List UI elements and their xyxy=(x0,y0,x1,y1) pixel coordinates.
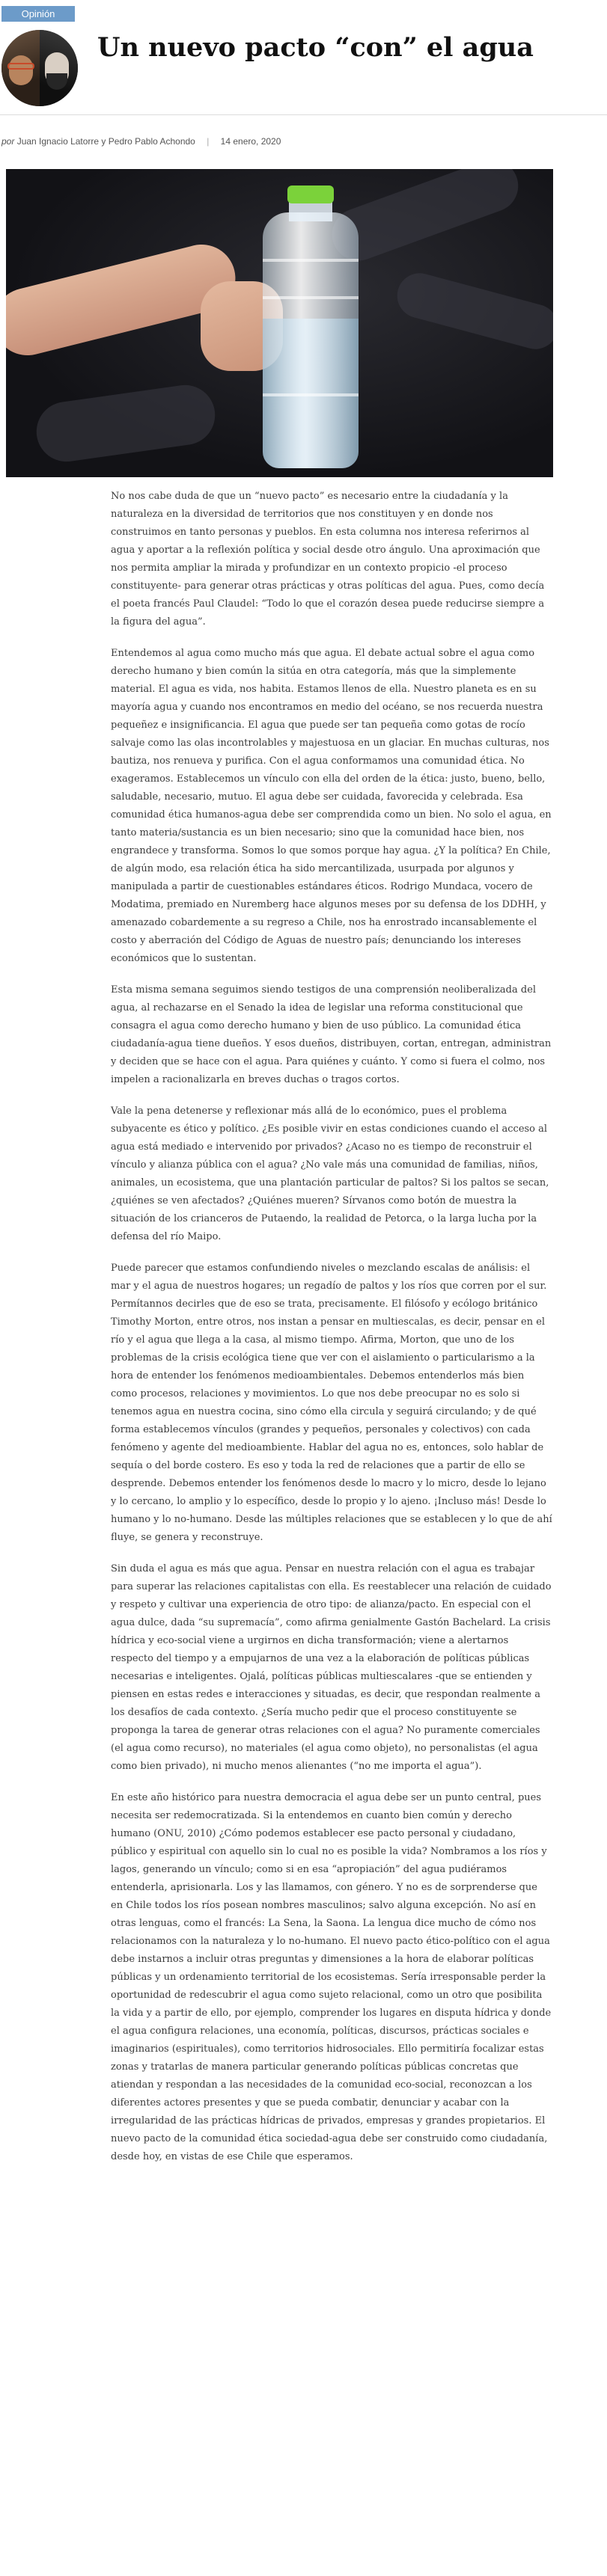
bottle-rib xyxy=(263,393,359,396)
hero-image xyxy=(6,169,553,477)
article-paragraph: En este año histórico para nuestra democracia el agua debe ser un punto central, pues necesita ser redemocratizada. Si la entendemos en cuanto bien común y derecho humano (ONU, 2010) ¿Cómo podemos establecer ese pacto personal y ciudadano, público y espiritual con aquello sin lo cual no es posible la vida? Nombramos a los ríos y lagos, generando un vínculo; como si en esa “apropiación” del agua pudiéramos entenderla, aprisionarla. Los y las llamamos, con género. Y no es de sorprenderse que en Chile todos los ríos posean nombres masculinos; salvo alguna excepción. No así en otras lenguas, como el francés: La Sena, la Saona. La lengua dice mucho de cómo nos relacionamos con la naturaleza y lo no-humano. El nuevo pacto ético-político con el agua debe instarnos a incluir otras preguntas y dimensiones a la hora de elaborar políticas públicas y un ordenamiento territorial de los ecosistemas. Sería irresponsable perder la oportunidad de redescubrir el agua como sujeto relacional, como un otro que posibilita la vida y a partir de ello, por ejemplo, comprender los lugares en disputa hídrica y donde el agua configura relaciones, una economía, políticas, discursos, prácticas sociales e imaginarios (espirituales), como territorios hidrosociales. Ello permitiría focalizar estas zonas y tratarlas de manera particular generando políticas públicas concretas que atiendan y respondan a las necesidades de la comunidad eco-social, reconozcan a los diferentes actores presentes y que se pueda combatir, denunciar y acabar con la irregularidad de las prácticas hídricas de privados, empresas y grandes propietarios. El nuevo pacto de la comunidad ética sociedad-agua debe ser construido como ciudadanía, desde hoy, en vistas de ese Chile que esperamos. xyxy=(111,1792,552,2162)
article-paragraph: Puede parecer que estamos confundiendo niveles o mezclando escalas de análisis: el mar y el agua de nuestros hogares; un regadío de paltos y los ríos que corren por el sur. Permítannos decirles que de eso se trata, precisamente. El filósofo y ecólogo británico Timothy Morton, entre otros, nos instan a pensar en multiescalas, es decir, pensar en el río y el agua que llega a la casa, al mismo tiempo. Afirma, Morton, que uno de los problemas de la crisis ecológica tiene que ver con el aislamiento o particularismo a la hora de entender los fenómenos medioambientales. Debemos entenderlos más bien como procesos, relaciones y movimientos. Lo que nos debe preocupar no es solo si tenemos agua en nuestra cocina, sino cómo ella circula y seguirá circulando; y de qué forma establecemos vínculos (grandes y pequeños, personales y colectivos) con cada fenómeno y agente del medioambiente. Hablar del agua no es, entonces, solo hablar de sequía o del borde costero. Es eso y toda la red de relaciones que a partir de ello se desprende. Debemos entender los fenómenos desde lo macro y lo micro, desde lo lejano y lo cercano, lo amplio y lo específico, desde lo propio y lo ajeno. ¡Incluso más! Desde lo humano y lo no-humano. Desde las múltiples relaciones que se establecen y lo que de ahí fluye, se genera y reconstruye. xyxy=(111,1263,552,1543)
bottle-rib xyxy=(263,296,359,299)
header-divider xyxy=(0,114,607,115)
byline-date: 14 enero, 2020 xyxy=(220,136,281,147)
article-paragraph: No nos cabe duda de que un “nuevo pacto” es necesario entre la ciudadanía y la naturaleza en la diversidad de territorios que nos constituyen y en donde nos construimos en tanto personas y pueblos. En esta columna nos interesa referirnos al agua y aportar a la reflexión política y social desde otro ángulo. Una aproximación que nos permita ampliar la mirada y profundizar en un contexto propicio -el proceso constituyente- para generar otras prácticas y otras políticas del agua. Pues, como decía el poeta francés Paul Claudel: “Todo lo que el corazón desea puede reducirse siempre a la figura del agua”. xyxy=(111,491,545,628)
byline-authors[interactable]: Juan Ignacio Latorre y Pedro Pablo Achondo xyxy=(16,136,195,147)
bottle-rib xyxy=(263,259,359,262)
article-body xyxy=(111,488,552,2180)
author-avatar xyxy=(1,30,78,106)
byline-separator: | xyxy=(207,136,210,147)
article-paragraph: Sin duda el agua es más que agua. Pensar en nuestra relación con el agua es trabajar para superar las relaciones capitalistas con ella. Es reestablecer una relación de cuidado y respeto y cultivar una experiencia de otro tipo: de alianza/pacto. En especial con el agua dulce, dada “su supremacía”, como afirma genialmente Gastón Bachelard. La crisis hídrica y eco-social viene a urgirnos en dicha transformación; viene a alertarnos respecto del tiempo y a empujarnos de una vez a la elaboración de políticas públicas necesarias e inteligentes. Ojalá, políticas públicas multiescalares -que se entienden y piensen en estas redes e interacciones y situadas, es decir, que respondan realmente a los desafíos de cada contexto. ¿Sería mucho pedir que el proceso constituyente se proponga la tarea de generar otras relaciones con el agua? No puramente comerciales (el agua como recurso), no materiales (el agua como objeto), no personalistas (el agua como bien privado), ni mucho menos alienantes (“no me importa el agua”). xyxy=(111,1563,552,1772)
article-title: Un nuevo pacto “con” el agua xyxy=(97,32,534,63)
byline-prefix: por xyxy=(1,136,15,147)
article-paragraph: Entendemos al agua como mucho más que agua. El debate actual sobre el agua como derecho humano y bien común la sitúa en otra categoría, más que la simplemente material. El agua es vida, nos habita. Estamos llenos de ella. Nuestro planeta es en su mayoría agua y cuando nos encontramos en medio del océano, se nos recuerda nuestra pequeñez e insignificancia. El agua que puede ser tan pequeña como gotas de rocío salvaje como las olas incontrolables y majestuosa en un glaciar. En muchas culturas, nos bautiza, nos renueva y purifica. Con el agua conformamos una comunidad ética. No exageramos. Establecemos un vínculo con ella del orden de la ética: justo, bueno, bello, saludable, necesario, mutuo. El agua debe ser cuidada, favorecida y celebrada. Esa comunidad ética humanos-agua debe ser comprendida como un bien. No solo el agua, en tanto materia/sustancia es un bien necesario; sino que la comunidad hace bien, nos engrandece y transforma. Somos lo que somos porque hay agua. ¿Y la política? En Chile, de algún modo, esa relación ética ha sido mercantilizada, usurpada por algunos y manipulada a partir de cuestionables estándares éticos. Rodrigo Mundaca, vocero de Modatima, premiado en Nuremberg hace algunos meses por su defensa de los DDHH, y amenazado cobardemente a su regreso a Chile, nos ha enrostrado incansablemente el costo y aberración del Código de Aguas de nuestro país; denunciando los intereses económicos que lo sustentan. xyxy=(111,648,552,964)
bottle-cap xyxy=(287,185,334,203)
hero-bg-streak xyxy=(392,269,553,355)
section-tag[interactable]: Opinión xyxy=(1,6,75,22)
hero-bg-streak xyxy=(33,381,219,466)
byline xyxy=(1,136,281,147)
article-paragraph: Vale la pena detenerse y reflexionar más allá de lo económico, pues el problema subyacente es ético y político. ¿Es posible vivir en estas condiciones cuando el acceso al agua está mediado e intervenido por privados? ¿Acaso no es tiempo de reconstruir el vínculo y alianza pública con el agua? ¿No vale más una comunidad de familias, niños, animales, un ecosistema, que una plantación particular de paltos? Si los paltos se secan, ¿quiénes se ven afectados? ¿Quiénes mueren? Sírvanos como botón de muestra la situación de los crianceros de Putaendo, la realidad de Petorca, o la larga lucha por la defensa del río Maipo. xyxy=(111,1105,549,1242)
avatar-face-left xyxy=(9,55,33,85)
article-paragraph: Esta misma semana seguimos siendo testigos de una comprensión neoliberalizada del agua, al rechazarse en el Senado la idea de legislar una reforma constitucional que consagra el agua como derecho humano y bien de uso público. La comunidad ética ciudadanía-agua tiene dueños. Y esos dueños, distribuyen, cortan, entregan, administran y deciden que se hace con el agua. Para quiénes y cuánto. Y como si fuera el colmo, nos impelen a racionalizarla en breves duchas o tragos cortos. xyxy=(111,984,552,1085)
avatar-glasses xyxy=(7,63,34,70)
